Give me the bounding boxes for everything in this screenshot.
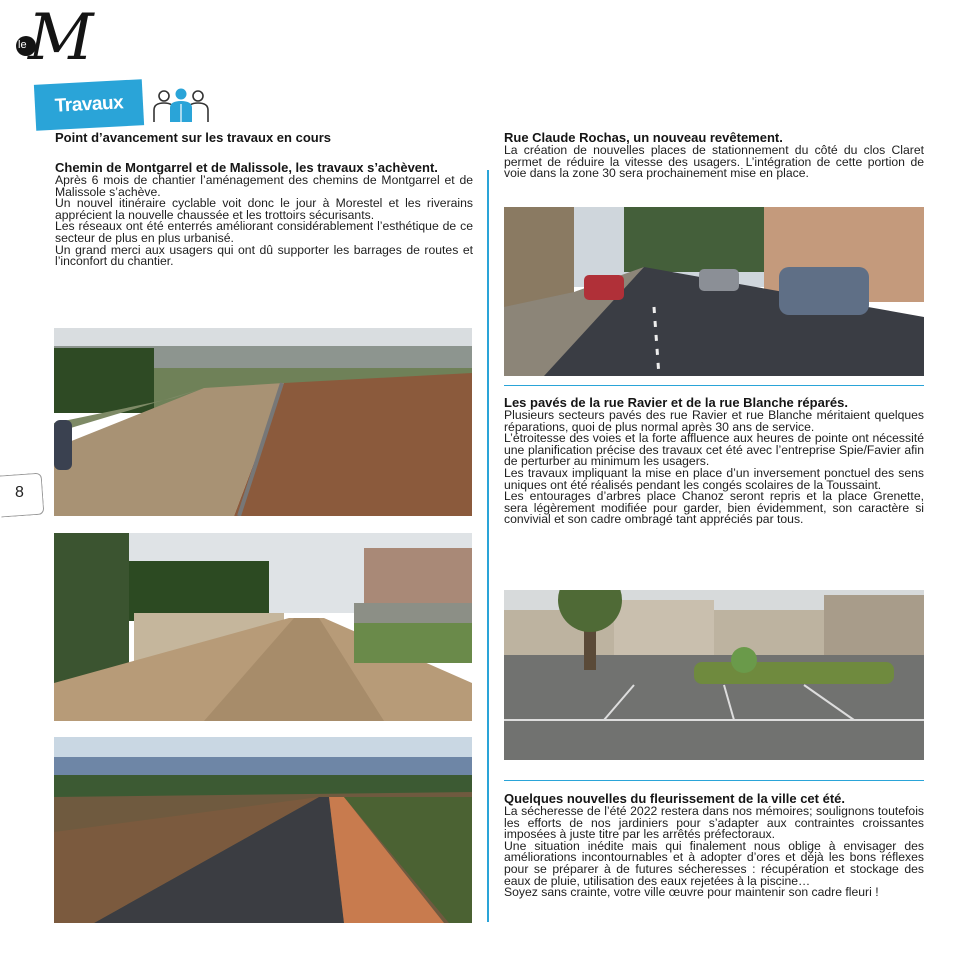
photo-rue-claude-rochas bbox=[504, 207, 924, 376]
paragraph: L’étroitesse des voies et la forte affluence aux heures de pointe ont nécessité une planification précise des travaux cet été avec l’entreprise Spie/Favier afin de perturber au minimum les usagers. bbox=[504, 431, 924, 469]
paragraph: Plusieurs secteurs pavés des rue Ravier et rue Blanche méritaient quelques réparations, quoi de plus normal après 30 ans de service. bbox=[504, 408, 924, 434]
article-body bbox=[504, 806, 924, 899]
photo-place-chanoz bbox=[504, 590, 924, 760]
page-number: 8 bbox=[15, 484, 24, 501]
section-divider bbox=[504, 385, 924, 386]
photo-chemin-1 bbox=[54, 328, 472, 516]
article-body: La création de nouvelles places de stationnement du côté du clos Claret permet de réduire la vitesse des usagers. L’intégration de cette portion de voie dans la zone 30 sera prochainement mise en place. bbox=[504, 143, 924, 181]
paragraph: Après 6 mois de chantier l’aménagement des chemins de Montgarrel et de Malissole s’achève. bbox=[55, 173, 473, 199]
article-claude-rochas bbox=[504, 131, 924, 180]
article-body bbox=[504, 410, 924, 526]
logo-le: le bbox=[18, 39, 27, 51]
article-heading: Chemin de Montgarrel et de Malissole, les travaux s’achèvent. bbox=[55, 160, 438, 175]
article-body bbox=[55, 175, 473, 268]
left-article bbox=[55, 131, 473, 268]
column-divider bbox=[487, 170, 489, 922]
article-heading: Les pavés de la rue Ravier et de la rue Blanche réparés. bbox=[504, 395, 848, 410]
section-divider bbox=[504, 780, 924, 781]
article-paves bbox=[504, 396, 924, 526]
photo-chemin-3 bbox=[54, 737, 472, 923]
paragraph: Soyez sans crainte, votre ville œuvre pour maintenir son cadre fleuri ! bbox=[504, 885, 879, 900]
article-fleurissement bbox=[504, 792, 924, 899]
intro-title: Point d’avancement sur les travaux en cours bbox=[55, 130, 331, 145]
section-label: Travaux bbox=[54, 92, 124, 117]
paragraph: Une situation inédite mais qui finalement nous oblige à envisager des améliorations incontournables et à adopter d’ores et déjà les bons réflexes pour se préparer à de futures sécheresses : récupération et stockage des eaux de pluie, utilisation des eaux rejetées à la piscine… bbox=[504, 838, 924, 888]
paragraph: Les entourages d’arbres place Chanoz seront repris et la place Grenette, sera légèrement modifiée pour garder, bien évidemment, son caractère si convivial et son cadre ombragé tant appréciés par tous. bbox=[504, 489, 924, 527]
logo-m: M bbox=[28, 1, 94, 75]
photo-chemin-2 bbox=[54, 533, 472, 721]
paragraph: Les réseaux ont été enterrés améliorant considérablement l’esthétique de ce secteur de plus en plus urbanisé. bbox=[55, 219, 473, 245]
paragraph: Les travaux impliquant la mise en place d’un inversement ponctuel des sens uniques ont été réalisés pendant les congés scolaires de la Toussaint. bbox=[504, 465, 924, 492]
article-heading: Rue Claude Rochas, un nouveau revêtement. bbox=[504, 130, 783, 145]
paragraph: La sécheresse de l’été 2022 restera dans nos mémoires; soulignons toutefois les efforts de nos jardiniers pour s’adapter aux contraintes croissantes imposées à juste titre par les arrêtés préfectoraux. bbox=[504, 804, 924, 842]
paragraph: Un nouvel itinéraire cyclable voit donc le jour à Morestel et les riverains apprécient la nouvelle chaussée et les trottoirs sécurisants. bbox=[55, 196, 473, 222]
article-heading: Quelques nouvelles du fleurissement de la ville cet été. bbox=[504, 791, 846, 806]
people-icon bbox=[150, 86, 212, 124]
section-tag bbox=[34, 79, 144, 131]
paragraph: Un grand merci aux usagers qui ont dû supporter les barrages de routes et l’inconfort du chantier. bbox=[55, 242, 473, 269]
